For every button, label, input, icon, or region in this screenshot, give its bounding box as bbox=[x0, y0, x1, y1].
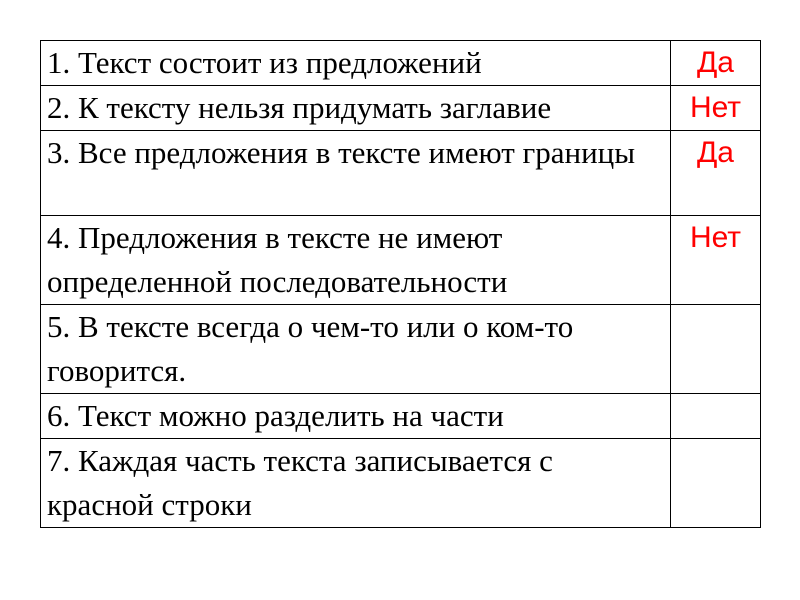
answer-cell: Нет bbox=[671, 86, 761, 131]
statement-cell: 3. Все предложения в тексте имеют границы bbox=[41, 131, 671, 216]
statement-cell: 1. Текст состоит из предложений bbox=[41, 41, 671, 86]
table-row bbox=[41, 439, 761, 528]
statement-cell: 6. Текст можно разделить на части bbox=[41, 394, 671, 439]
table-row bbox=[41, 131, 761, 216]
statement-cell: 5. В тексте всегда о чем-то или о ком-то говорится. bbox=[41, 305, 671, 394]
table-row bbox=[41, 86, 761, 131]
answer-cell: Да bbox=[671, 131, 761, 216]
statement-cell: 4. Предложения в тексте не имеют определенной последовательности bbox=[41, 216, 671, 305]
statement-cell: 7. Каждая часть текста записывается с красной строки bbox=[41, 439, 671, 528]
answer-cell bbox=[671, 439, 761, 528]
answer-cell: Да bbox=[671, 41, 761, 86]
statement-cell: 2. К тексту нельзя придумать заглавие bbox=[41, 86, 671, 131]
answer-cell bbox=[671, 305, 761, 394]
true-false-table bbox=[40, 40, 761, 528]
table-row bbox=[41, 305, 761, 394]
table-row bbox=[41, 216, 761, 305]
answer-cell bbox=[671, 394, 761, 439]
table-row bbox=[41, 41, 761, 86]
table-row bbox=[41, 394, 761, 439]
answer-cell: Нет bbox=[671, 216, 761, 305]
